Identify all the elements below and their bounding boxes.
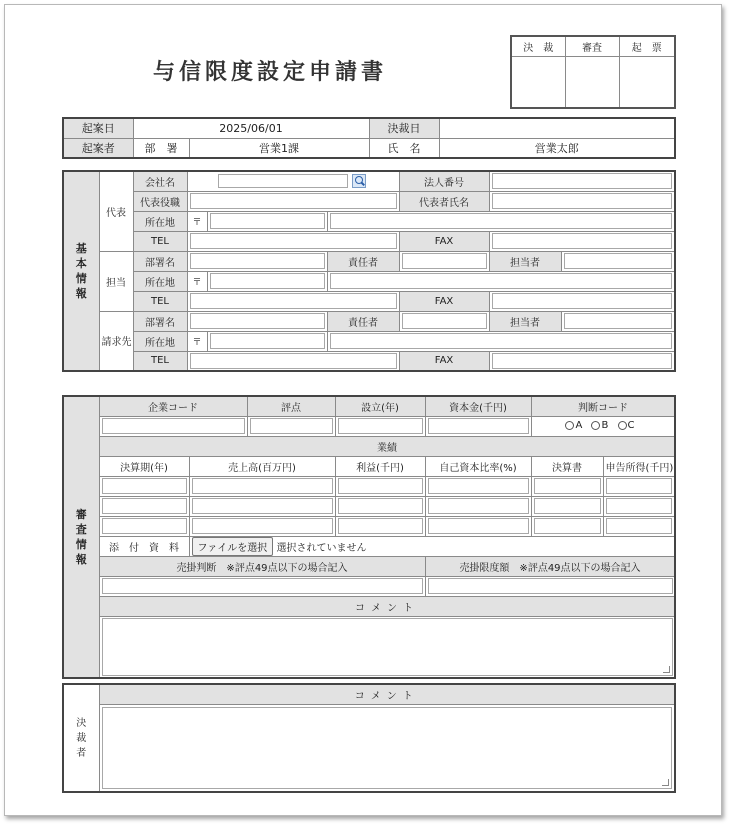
- draft-date-value[interactable]: 2025/06/01: [133, 118, 369, 138]
- basic-info-section-label: 基本情報: [63, 171, 99, 371]
- judge-radio-a[interactable]: [565, 421, 574, 430]
- perf-row3-profit[interactable]: [338, 518, 423, 534]
- score-label: 評点: [247, 396, 335, 416]
- rep-group-label: 代表: [99, 171, 133, 251]
- perf-row1-sales[interactable]: [192, 478, 333, 494]
- contact-person-label: 担当者: [489, 251, 561, 271]
- founded-input[interactable]: [338, 418, 423, 434]
- name-label: 氏 名: [369, 138, 439, 158]
- rep-zip-input[interactable]: [210, 213, 325, 229]
- approval-stamp-table: [510, 35, 676, 109]
- page-title: 与信限度設定申請書: [153, 60, 388, 85]
- billing-zip-input[interactable]: [210, 333, 325, 349]
- perf-row1-income[interactable]: [606, 478, 673, 494]
- draft-date-label: 起案日: [63, 118, 133, 138]
- company-code-label: 企業コード: [99, 396, 247, 416]
- perf-row2-equity[interactable]: [428, 498, 529, 514]
- decision-section-label: 決裁者: [63, 684, 99, 792]
- approval-header-review: 審査: [565, 36, 619, 56]
- company-name-cell: [187, 171, 399, 191]
- corp-number-input[interactable]: [492, 173, 673, 189]
- dept-label: 部 署: [133, 138, 189, 158]
- capital-input[interactable]: [428, 418, 529, 434]
- decision-comment-header: コメント: [99, 684, 675, 704]
- company-name-input[interactable]: [218, 174, 348, 188]
- attachment-label: 添 付 資 料: [99, 536, 189, 556]
- perf-row2-profit[interactable]: [338, 498, 423, 514]
- rep-tel-label: TEL: [133, 231, 187, 251]
- perf-row2-income[interactable]: [606, 498, 673, 514]
- billing-tel-label: TEL: [133, 351, 187, 371]
- billing-tel-input[interactable]: [190, 353, 397, 369]
- decision-date-field[interactable]: [439, 118, 675, 138]
- approval-stamp-draft[interactable]: [619, 56, 675, 108]
- perf-row1-profit[interactable]: [338, 478, 423, 494]
- judge-radio-b[interactable]: [591, 421, 600, 430]
- perf-row3-year[interactable]: [102, 518, 187, 534]
- contact-tel-input[interactable]: [190, 293, 397, 309]
- file-status: 選択されていません: [276, 542, 367, 554]
- billing-address-label: 所在地: [133, 331, 187, 351]
- company-code-input[interactable]: [102, 418, 245, 434]
- review-comment-header: コメント: [99, 596, 675, 616]
- billing-person-label: 担当者: [489, 311, 561, 331]
- judge-option-b-label: B: [601, 420, 609, 432]
- capital-label: 資本金(千円): [425, 396, 531, 416]
- approval-header-draft: 起 票: [619, 36, 675, 56]
- contact-responsible-label: 責任者: [327, 251, 399, 271]
- billing-fax-input[interactable]: [492, 353, 673, 369]
- name-value[interactable]: 営業太郎: [439, 138, 675, 158]
- perf-col-profit: 利益(千円): [335, 456, 425, 476]
- contact-tel-label: TEL: [133, 291, 187, 311]
- review-info-table: [62, 395, 676, 679]
- contact-address-input[interactable]: [330, 273, 673, 289]
- judge-code-options: [531, 416, 675, 436]
- billing-address-input[interactable]: [330, 333, 673, 349]
- rep-fax-input[interactable]: [492, 233, 673, 249]
- decision-date-label: 決裁日: [369, 118, 439, 138]
- dept-value[interactable]: 営業1課: [189, 138, 369, 158]
- rep-name-label: 代表者氏名: [399, 191, 489, 211]
- perf-col-statements: 決算書: [531, 456, 603, 476]
- contact-responsible-input[interactable]: [402, 253, 487, 269]
- contact-person-input[interactable]: [564, 253, 673, 269]
- decision-table: [62, 683, 676, 793]
- perf-col-sales: 売上高(百万円): [189, 456, 335, 476]
- score-input[interactable]: [250, 418, 333, 434]
- review-info-section-label: 審査情報: [63, 396, 99, 678]
- form-sheet: [4, 4, 722, 816]
- billing-responsible-input[interactable]: [402, 313, 487, 329]
- perf-col-declared-income: 申告所得(千円): [603, 456, 675, 476]
- rep-address-label: 所在地: [133, 211, 187, 231]
- credit-judgment-input[interactable]: [102, 578, 423, 594]
- rep-zip-label: 〒: [187, 211, 207, 231]
- judge-radio-c[interactable]: [618, 421, 627, 430]
- contact-dept-input[interactable]: [190, 253, 325, 269]
- billing-dept-label: 部署名: [133, 311, 187, 331]
- billing-zip-label: 〒: [187, 331, 207, 351]
- perf-row2-statements[interactable]: [534, 498, 601, 514]
- contact-address-label: 所在地: [133, 271, 187, 291]
- credit-limit-input[interactable]: [428, 578, 673, 594]
- billing-fax-label: FAX: [399, 351, 489, 371]
- judge-code-label: 判断コード: [531, 396, 675, 416]
- perf-row3-sales[interactable]: [192, 518, 333, 534]
- performance-header: 業績: [99, 436, 675, 456]
- contact-dept-label: 部署名: [133, 251, 187, 271]
- perf-row2-sales[interactable]: [192, 498, 333, 514]
- billing-group-label: 請求先: [99, 311, 133, 371]
- perf-row1-statements[interactable]: [534, 478, 601, 494]
- perf-row1-year[interactable]: [102, 478, 187, 494]
- perf-col-equity-ratio: 自己資本比率(%): [425, 456, 531, 476]
- credit-limit-label: 売掛限度額 ※評点49点以下の場合記入: [425, 556, 675, 576]
- decision-comment-textarea[interactable]: [102, 707, 673, 789]
- perf-row3-equity[interactable]: [428, 518, 529, 534]
- contact-zip-label: 〒: [187, 271, 207, 291]
- perf-row2-year[interactable]: [102, 498, 187, 514]
- header-info-table: [62, 117, 676, 159]
- founded-label: 設立(年): [335, 396, 425, 416]
- contact-fax-label: FAX: [399, 291, 489, 311]
- perf-row1-equity[interactable]: [428, 478, 529, 494]
- perf-row3-income[interactable]: [606, 518, 673, 534]
- company-name-label: 会社名: [133, 171, 187, 191]
- basic-info-table: [62, 170, 676, 372]
- approval-stamp-decision[interactable]: [511, 56, 565, 108]
- rep-tel-input[interactable]: [190, 233, 397, 249]
- billing-responsible-label: 責任者: [327, 311, 399, 331]
- search-icon[interactable]: [352, 174, 366, 188]
- drafter-label: 起案者: [63, 138, 133, 158]
- billing-person-input[interactable]: [564, 313, 673, 329]
- billing-dept-input[interactable]: [190, 313, 325, 329]
- contact-fax-input[interactable]: [492, 293, 673, 309]
- credit-judgment-label: 売掛判断 ※評点49点以下の場合記入: [99, 556, 425, 576]
- approval-header-decision: 決 裁: [511, 36, 565, 56]
- contact-zip-input[interactable]: [210, 273, 325, 289]
- perf-row3-statements[interactable]: [534, 518, 601, 534]
- review-comment-textarea[interactable]: [102, 618, 673, 676]
- rep-title-input[interactable]: [190, 193, 397, 209]
- rep-address-input[interactable]: [330, 213, 673, 229]
- attachment-cell: [189, 536, 675, 556]
- judge-option-a-label: A: [575, 420, 583, 432]
- rep-fax-label: FAX: [399, 231, 489, 251]
- approval-stamp-review[interactable]: [565, 56, 619, 108]
- corp-number-label: 法人番号: [399, 171, 489, 191]
- file-select-button[interactable]: ファイルを選択: [192, 537, 274, 556]
- rep-name-input[interactable]: [492, 193, 673, 209]
- perf-col-fiscal-year: 決算期(年): [99, 456, 189, 476]
- contact-group-label: 担当: [99, 251, 133, 311]
- rep-title-label: 代表役職: [133, 191, 187, 211]
- judge-option-c-label: C: [627, 420, 635, 432]
